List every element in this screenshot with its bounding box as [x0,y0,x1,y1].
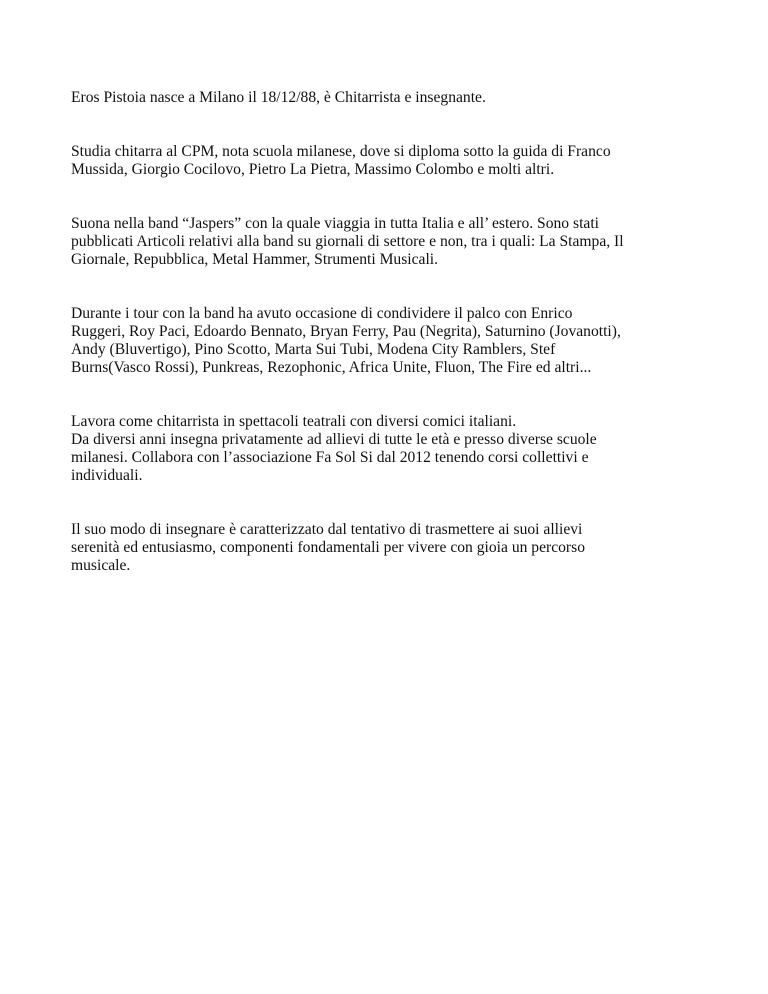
text-line: milanesi. Collabora con l’associazione Fa Sol Si dal 2012 tenendo corsi collettivi e [71,449,589,466]
text-line: Il suo modo di insegnare è caratterizzato dal tentativo di trasmettere ai suoi allievi [71,521,583,538]
paragraph-work [71,413,711,485]
text-line: Burns(Vasco Rossi), Punkreas, Rezophonic, Africa Unite, Fluon, The Fire ed altri... [71,359,592,376]
text-line: musicale. [71,557,131,574]
text-line: Andy (Bluvertigo), Pino Scotto, Marta Sui Tubi, Modena City Ramblers, Stef [71,341,556,358]
paragraph-teaching [71,521,711,575]
text-line: Durante i tour con la band ha avuto occasione di condividere il palco con Enrico [71,305,573,322]
paragraph-tour [71,305,711,377]
text-line: Studia chitarra al CPM, nota scuola milanese, dove si diploma sotto la guida di Franco [71,143,611,160]
text-line: Da diversi anni insegna privatamente ad allievi di tutte le età e presso diverse scuole [71,431,597,448]
text-line: Eros Pistoia nasce a Milano il 18/12/88, è Chitarrista e insegnante. [71,89,486,106]
text-line: Giornale, Repubblica, Metal Hammer, Strumenti Musicali. [71,251,439,268]
text-line: Ruggeri, Roy Paci, Edoardo Bennato, Bryan Ferry, Pau (Negrita), Saturnino (Jovanotti), [71,323,621,340]
text-line: Suona nella band “Jaspers” con la quale viaggia in tutta Italia e all’ estero. Sono stati [71,215,599,232]
text-line: Lavora come chitarrista in spettacoli teatrali con diversi comici italiani. [71,413,517,430]
document-body [71,89,711,575]
paragraph-studies [71,143,711,179]
paragraph-intro [71,89,711,107]
text-line: pubblicati Articoli relativi alla band su giornali di settore e non, tra i quali: La Stampa, Il [71,233,624,250]
text-line: Mussida, Giorgio Cocilovo, Pietro La Pietra, Massimo Colombo e molti altri. [71,161,555,178]
text-line: individuali. [71,467,143,484]
paragraph-band [71,215,711,269]
text-line: serenità ed entusiasmo, componenti fondamentali per vivere con gioia un percorso [71,539,585,556]
